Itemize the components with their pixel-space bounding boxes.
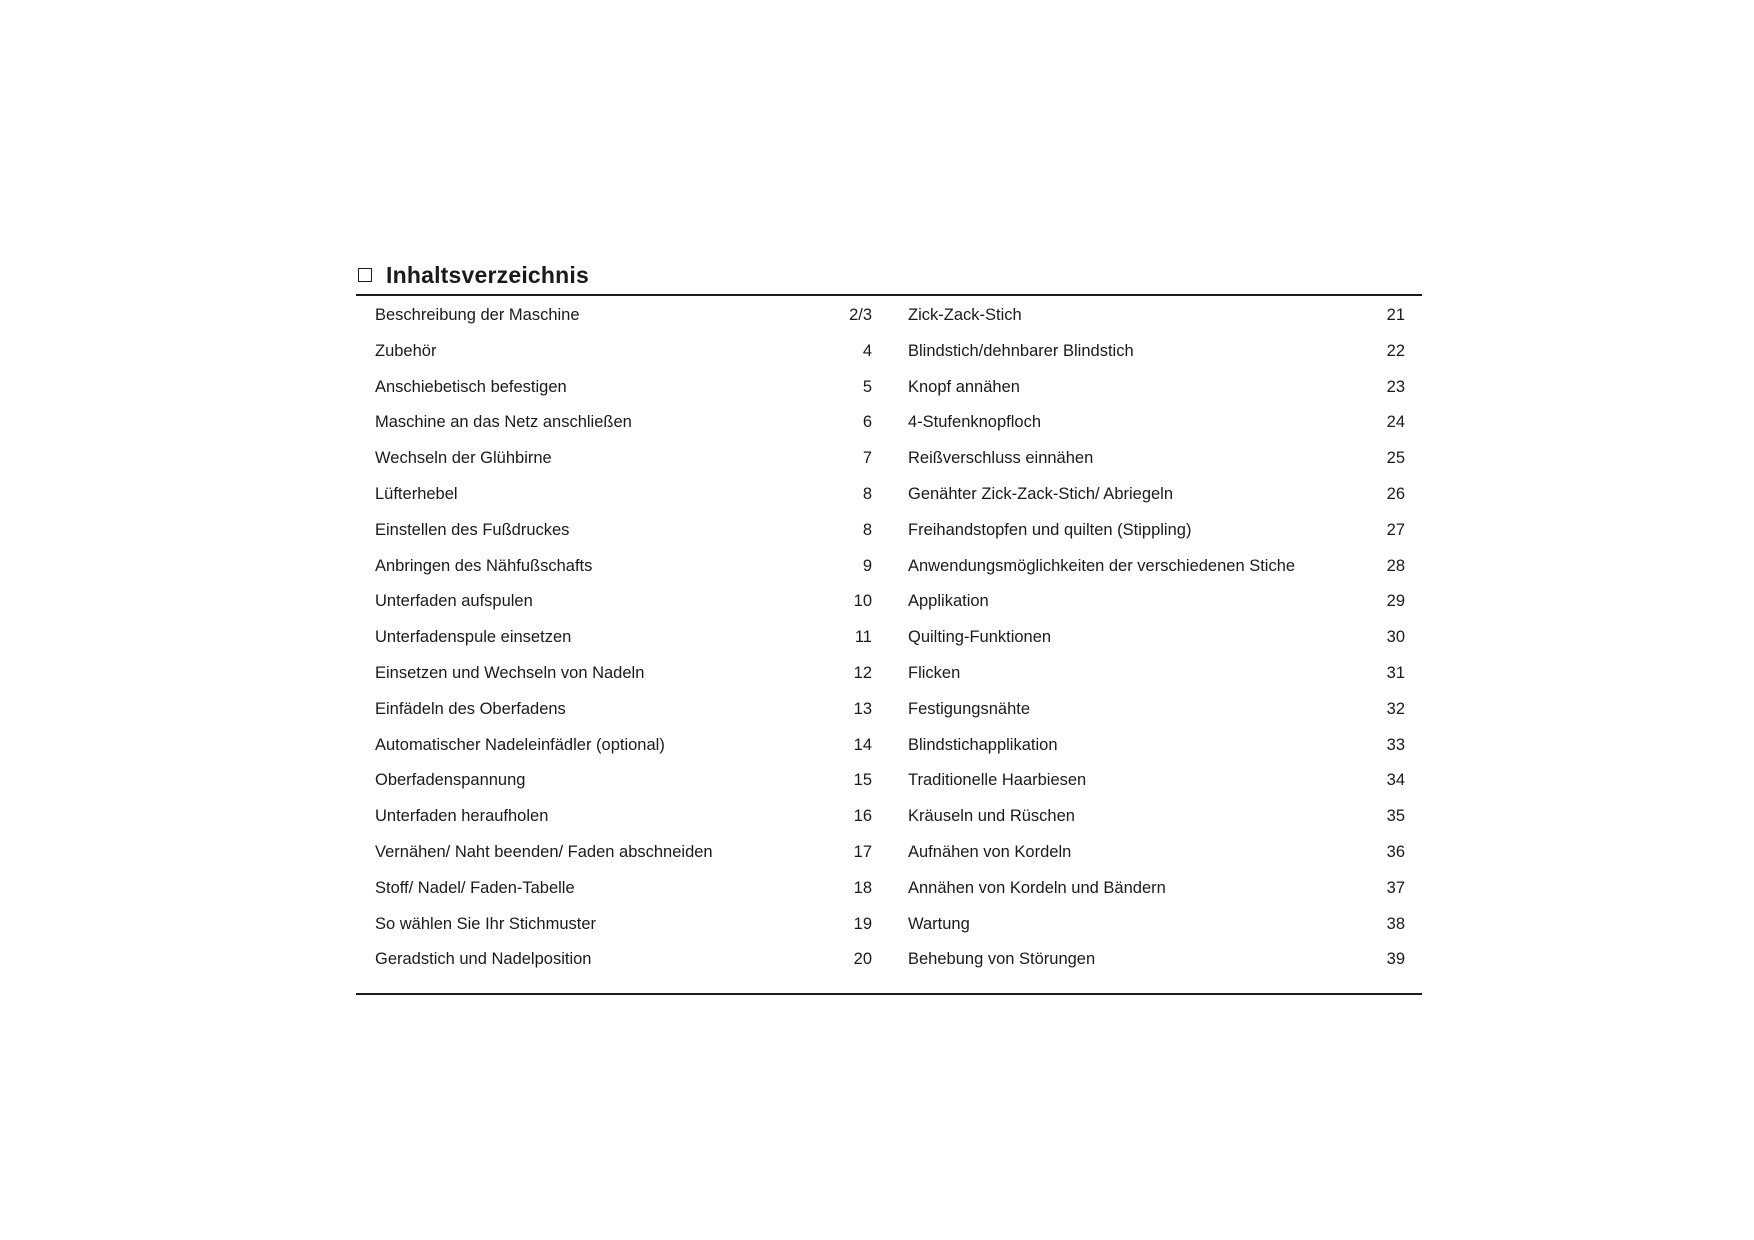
toc-entry-title: 4-Stufenknopfloch [908,413,1042,432]
toc-entry[interactable] [908,627,1405,663]
toc-columns [356,296,1422,995]
toc-entry-title: Vernähen/ Naht beenden/ Faden abschneiden [375,842,713,861]
toc-entry-page-number: 34 [1386,771,1405,790]
table-of-contents [356,258,1422,995]
toc-entry-page-number: 2/3 [849,306,872,324]
toc-entry[interactable] [908,914,1405,950]
toc-entry[interactable] [908,520,1405,556]
toc-entry-page-number: 29 [1386,592,1405,611]
toc-entry-page-number: 20 [853,950,872,969]
toc-entry-title: Blindstich/dehnbarer Blindstich [908,341,1134,360]
toc-entry[interactable] [375,735,872,771]
toc-entry[interactable] [375,806,872,842]
toc-entry[interactable] [908,949,1405,985]
toc-entry-page-number: 4 [862,341,872,360]
toc-entry-title: Einsetzen und Wechseln von Nadeln [375,663,645,682]
toc-entry[interactable] [375,412,872,448]
toc-entry-page-number: 35 [1386,807,1405,826]
toc-entry-page-number: 27 [1386,520,1405,539]
toc-entry-page-number: 18 [853,878,872,897]
toc-entry[interactable] [375,627,872,663]
toc-entry[interactable] [375,520,872,556]
toc-entry-page-number: 16 [853,807,872,826]
toc-entry-title: Lüfterhebel [375,484,458,503]
toc-entry-page-number: 6 [862,413,872,432]
toc-entry-title: Geradstich und Nadelposition [375,950,592,969]
toc-entry-title: Zubehör [375,341,437,360]
toc-right-column [908,305,1405,985]
toc-entry-title: Genähter Zick-Zack-Stich/ Abriegeln [908,484,1174,503]
toc-entry-page-number: 9 [862,556,872,575]
toc-entry[interactable] [375,663,872,699]
toc-entry-page-number: 22 [1386,341,1405,360]
toc-entry-title: Unterfaden aufspulen [375,592,533,611]
toc-entry-page-number: 32 [1386,699,1405,718]
toc-entry-title: Einstellen des Fußdruckes [375,520,570,539]
toc-entry-page-number: 12 [853,663,872,682]
toc-entry-title: Maschine an das Netz anschließen [375,413,632,432]
toc-left-column [375,305,872,985]
toc-entry[interactable] [375,699,872,735]
toc-entry-title: Knopf annähen [908,377,1020,396]
toc-entry-title: Applikation [908,592,989,611]
toc-entry-title: Stoff/ Nadel/ Faden-Tabelle [375,878,575,897]
toc-entry[interactable] [908,484,1405,520]
toc-entry-title: Freihandstopfen und quilten (Stippling) [908,520,1192,539]
toc-entry[interactable] [908,377,1405,413]
toc-entry[interactable] [908,699,1405,735]
toc-entry-page-number: 30 [1386,628,1405,647]
toc-entry[interactable] [375,591,872,627]
toc-entry[interactable] [375,878,872,914]
toc-entry-title: Automatischer Nadeleinfädler (optional) [375,735,665,754]
toc-entry-title: Blindstichapplikation [908,735,1058,754]
toc-entry-page-number: 8 [862,484,872,503]
toc-entry-page-number: 33 [1386,735,1405,754]
toc-entry[interactable] [375,770,872,806]
toc-entry-page-number: 26 [1386,484,1405,503]
page-title: Inhaltsverzeichnis [386,261,590,288]
toc-entry-page-number: 38 [1386,914,1405,933]
toc-entry[interactable] [908,412,1405,448]
toc-entry[interactable] [908,305,1405,341]
toc-entry-page-number: 31 [1386,663,1405,682]
toc-entry[interactable] [375,305,872,341]
toc-entry[interactable] [375,842,872,878]
toc-entry[interactable] [908,842,1405,878]
toc-entry-title: Kräuseln und Rüschen [908,807,1075,826]
toc-entry-title: Flicken [908,663,961,682]
toc-header [356,258,1422,296]
toc-entry-page-number: 19 [853,914,872,933]
toc-entry[interactable] [908,878,1405,914]
toc-entry-title: Unterfaden heraufholen [375,807,549,826]
toc-entry[interactable] [908,806,1405,842]
toc-entry-title: Einfädeln des Oberfadens [375,699,566,718]
toc-entry[interactable] [375,377,872,413]
toc-entry[interactable] [908,556,1405,592]
toc-entry-page-number: 5 [862,377,872,396]
toc-entry[interactable] [375,949,872,985]
toc-entry-page-number: 39 [1386,950,1405,969]
toc-entry-page-number: 23 [1386,377,1405,396]
toc-entry[interactable] [908,448,1405,484]
toc-entry-page-number: 15 [853,771,872,790]
toc-entry-title: Annähen von Kordeln und Bändern [908,878,1166,897]
toc-entry[interactable] [375,914,872,950]
toc-entry-page-number: 8 [862,520,872,539]
toc-entry-title: Behebung von Störungen [908,950,1096,969]
toc-entry-title: Zick-Zack-Stich [908,306,1022,324]
toc-entry-page-number: 17 [853,842,872,861]
toc-entry[interactable] [908,341,1405,377]
toc-entry-page-number: 21 [1386,306,1405,324]
checkbox-square-icon [358,268,372,282]
toc-entry-title: Aufnähen von Kordeln [908,842,1072,861]
toc-entry[interactable] [908,663,1405,699]
toc-entry-title: Reißverschluss einnähen [908,449,1094,468]
toc-entry-title: Beschreibung der Maschine [375,306,580,324]
toc-entry-title: Anwendungsmöglichkeiten der verschiedenen Stiche [908,556,1296,575]
toc-entry-page-number: 37 [1386,878,1405,897]
toc-entry-title: Festigungsnähte [908,699,1031,718]
toc-entry-page-number: 14 [853,735,872,754]
toc-entry-page-number: 28 [1386,556,1405,575]
toc-entry-page-number: 24 [1386,413,1405,432]
toc-entry[interactable] [375,448,872,484]
toc-entry-title: Traditionelle Haarbiesen [908,771,1087,790]
toc-entry-title: Unterfadenspule einsetzen [375,628,572,647]
toc-entry[interactable] [908,735,1405,771]
toc-entry-title: Oberfadenspannung [375,771,526,790]
toc-entry-title: Anschiebetisch befestigen [375,377,567,396]
toc-entry[interactable] [375,484,872,520]
toc-entry-page-number: 10 [853,592,872,611]
toc-entry-page-number: 7 [862,449,872,468]
toc-entry-page-number: 11 [854,628,872,647]
toc-entry[interactable] [375,556,872,592]
toc-entry[interactable] [375,341,872,377]
toc-entry-page-number: 25 [1386,449,1405,468]
toc-entry-title: Anbringen des Nähfußschafts [375,556,593,575]
toc-entry-title: Wartung [908,914,970,933]
toc-entry[interactable] [908,770,1405,806]
toc-entry-title: Quilting-Funktionen [908,628,1052,647]
toc-entry[interactable] [908,591,1405,627]
toc-entry-title: Wechseln der Glühbirne [375,449,552,468]
toc-entry-title: So wählen Sie Ihr Stichmuster [375,914,597,933]
toc-entry-page-number: 36 [1386,842,1405,861]
toc-entry-page-number: 13 [853,699,872,718]
